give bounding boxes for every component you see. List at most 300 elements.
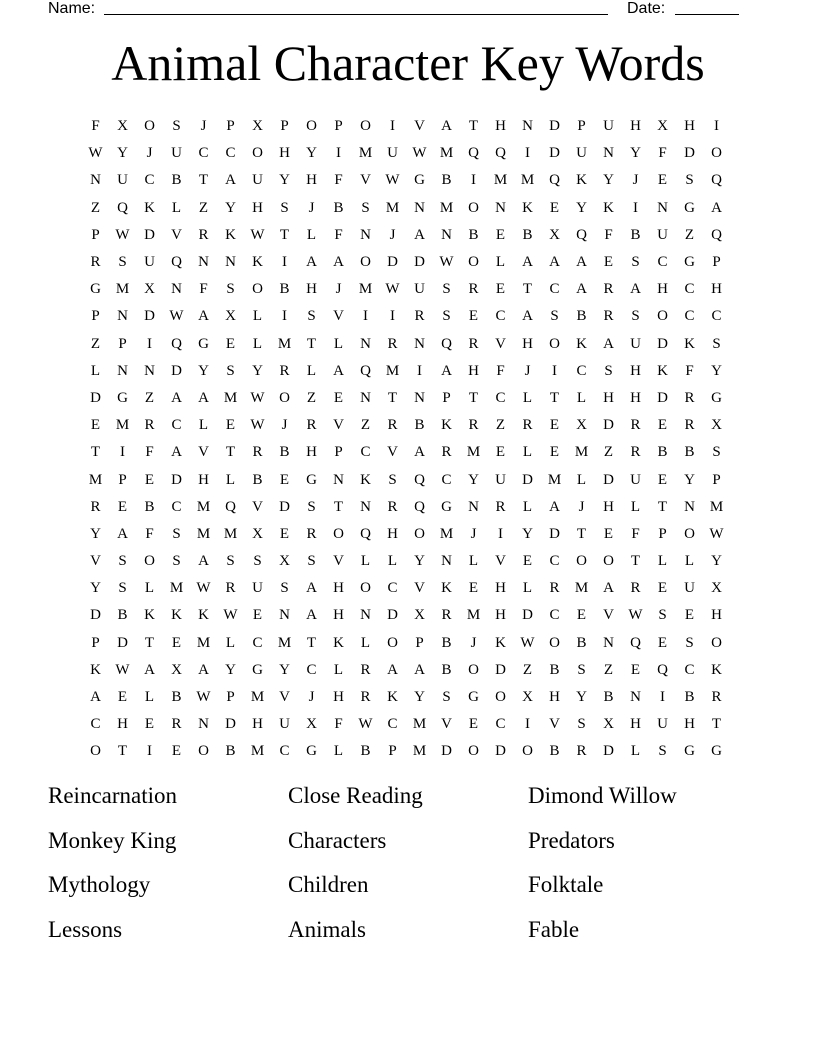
grid-letter: J bbox=[578, 498, 585, 515]
grid-letter: A bbox=[306, 607, 317, 624]
grid-letter: N bbox=[441, 553, 452, 570]
grid-letter: D bbox=[549, 118, 560, 135]
grid-letter: M bbox=[520, 172, 535, 189]
grid-letter: W bbox=[115, 661, 130, 678]
grid-letter: V bbox=[198, 444, 209, 461]
grid-letter: C bbox=[549, 553, 560, 570]
grid-letter: R bbox=[360, 661, 371, 678]
grid-letter: E bbox=[684, 607, 695, 624]
word-list-item: Dimond Willow bbox=[528, 783, 677, 808]
grid-letter: U bbox=[657, 716, 668, 733]
grid-letter: R bbox=[468, 335, 479, 352]
grid-letter: F bbox=[496, 362, 505, 379]
grid-letter: E bbox=[549, 417, 560, 434]
grid-letter: L bbox=[576, 389, 587, 406]
grid-letter: A bbox=[414, 226, 425, 243]
grid-letter: W bbox=[439, 254, 454, 271]
grid-letter: F bbox=[145, 444, 154, 461]
grid-letter: O bbox=[360, 254, 371, 271]
grid-letter: D bbox=[144, 308, 155, 325]
grid-letter: T bbox=[333, 498, 344, 515]
grid-letter: H bbox=[333, 689, 344, 706]
grid-letter: K bbox=[711, 661, 722, 678]
grid-letter: T bbox=[576, 525, 587, 542]
grid-letter: O bbox=[468, 743, 479, 760]
grid-letter: D bbox=[603, 743, 614, 760]
date-blank-line bbox=[675, 14, 739, 15]
word-list-item: Fable bbox=[528, 916, 580, 942]
grid-letter: Z bbox=[522, 661, 533, 678]
grid-letter: E bbox=[657, 172, 668, 189]
grid-letter: H bbox=[117, 716, 128, 733]
grid-letter: L bbox=[468, 553, 479, 570]
grid-letter: V bbox=[387, 444, 398, 461]
word-list-item: Predators bbox=[528, 827, 615, 853]
grid-letter: B bbox=[252, 471, 263, 488]
grid-letter: R bbox=[468, 281, 479, 298]
grid-letter: S bbox=[577, 716, 586, 733]
grid-letter: Q bbox=[468, 145, 479, 162]
grid-letter: R bbox=[306, 525, 317, 542]
word-list bbox=[48, 778, 768, 956]
grid-letter: S bbox=[118, 254, 127, 271]
grid-letter: A bbox=[117, 525, 128, 542]
grid-letter: S bbox=[577, 661, 586, 678]
grid-letter: F bbox=[91, 118, 100, 135]
grid-letter: E bbox=[495, 226, 506, 243]
grid-letter: U bbox=[576, 145, 587, 162]
grid-letter: Q bbox=[414, 498, 425, 515]
grid-letter: Q bbox=[630, 634, 641, 651]
grid-letter: U bbox=[495, 471, 506, 488]
grid-letter: E bbox=[495, 281, 506, 298]
grid-letter: L bbox=[495, 254, 506, 271]
grid-letter: U bbox=[603, 118, 614, 135]
grid-letter: S bbox=[307, 498, 316, 515]
grid-letter: T bbox=[306, 634, 317, 651]
grid-letter: R bbox=[144, 417, 155, 434]
grid-letter: O bbox=[414, 525, 425, 542]
grid-letter: X bbox=[252, 118, 263, 135]
grid-letter: X bbox=[711, 580, 722, 597]
grid-letter: V bbox=[603, 607, 614, 624]
grid-letter: M bbox=[196, 525, 211, 542]
grid-letter: C bbox=[495, 308, 506, 325]
grid-letter: G bbox=[306, 471, 317, 488]
grid-letter: K bbox=[495, 634, 506, 651]
grid-letter: C bbox=[495, 716, 506, 733]
grid-letter: Y bbox=[414, 553, 425, 570]
grid-letter: H bbox=[630, 118, 641, 135]
grid-letter: O bbox=[495, 689, 506, 706]
grid-letter: A bbox=[171, 444, 182, 461]
grid-letter: N bbox=[495, 199, 506, 216]
grid-letter: P bbox=[91, 308, 100, 325]
grid-letter: H bbox=[279, 145, 290, 162]
grid-letter: I bbox=[417, 362, 422, 379]
grid-letter: O bbox=[90, 743, 101, 760]
grid-letter: B bbox=[171, 172, 182, 189]
grid-letter: Y bbox=[711, 362, 722, 379]
grid-letter: A bbox=[549, 498, 560, 515]
grid-letter: D bbox=[90, 389, 101, 406]
grid-letter: I bbox=[363, 308, 368, 325]
grid-letter: V bbox=[360, 172, 371, 189]
grid-letter: O bbox=[684, 525, 695, 542]
grid-letter: L bbox=[387, 553, 398, 570]
grid-letter: S bbox=[685, 634, 694, 651]
grid-letter: W bbox=[520, 634, 535, 651]
grid-letter: Q bbox=[360, 362, 371, 379]
grid-letter: A bbox=[603, 580, 614, 597]
grid-letter: R bbox=[279, 362, 290, 379]
grid-letter: O bbox=[387, 634, 398, 651]
date-label: Date: bbox=[627, 0, 666, 17]
grid-letter: W bbox=[250, 417, 265, 434]
grid-letter: V bbox=[495, 335, 506, 352]
grid-letter: T bbox=[657, 498, 668, 515]
grid-letter: L bbox=[522, 389, 533, 406]
grid-letter: I bbox=[633, 199, 638, 216]
grid-letter: A bbox=[576, 254, 587, 271]
grid-letter: Y bbox=[522, 525, 533, 542]
grid-letter: B bbox=[576, 308, 587, 325]
grid-letter: R bbox=[684, 389, 695, 406]
grid-letter: D bbox=[414, 254, 425, 271]
grid-letter: T bbox=[549, 389, 560, 406]
grid-letter: A bbox=[198, 661, 209, 678]
grid-letter: K bbox=[360, 471, 371, 488]
grid-letter: C bbox=[171, 417, 182, 434]
grid-letter: H bbox=[603, 389, 614, 406]
grid-letter: E bbox=[171, 743, 182, 760]
grid-letter: E bbox=[225, 417, 236, 434]
grid-letter: O bbox=[198, 743, 209, 760]
grid-letter: G bbox=[468, 689, 479, 706]
grid-letter: R bbox=[306, 417, 317, 434]
grid-letter: U bbox=[279, 716, 290, 733]
grid-letter: L bbox=[171, 199, 182, 216]
grid-letter: U bbox=[630, 335, 641, 352]
grid-letter: P bbox=[577, 118, 586, 135]
grid-letter: N bbox=[684, 498, 695, 515]
grid-letter: D bbox=[522, 607, 533, 624]
grid-letter: B bbox=[549, 661, 560, 678]
grid-letter: M bbox=[412, 743, 427, 760]
grid-letter: U bbox=[414, 281, 425, 298]
grid-letter: I bbox=[120, 444, 125, 461]
grid-letter: K bbox=[144, 199, 155, 216]
grid-letter: T bbox=[387, 389, 398, 406]
grid-letter: S bbox=[442, 281, 451, 298]
grid-letter: R bbox=[198, 226, 209, 243]
grid-letter: Q bbox=[171, 335, 182, 352]
grid-letter: A bbox=[549, 254, 560, 271]
grid-letter: O bbox=[468, 199, 479, 216]
grid-letter: N bbox=[360, 389, 371, 406]
name-date-header bbox=[48, 0, 748, 20]
grid-letter: D bbox=[387, 607, 398, 624]
grid-letter: M bbox=[574, 444, 589, 461]
grid-letter: O bbox=[252, 145, 263, 162]
grid-letter: S bbox=[172, 118, 181, 135]
grid-letter: C bbox=[549, 281, 560, 298]
name-label: Name: bbox=[48, 0, 96, 17]
grid-letter: K bbox=[657, 362, 668, 379]
grid-letter: P bbox=[334, 118, 343, 135]
grid-letter: Y bbox=[576, 199, 587, 216]
grid-letter: O bbox=[549, 335, 560, 352]
grid-letter: V bbox=[333, 417, 344, 434]
grid-letter: N bbox=[414, 199, 425, 216]
grid-letter: H bbox=[630, 362, 641, 379]
grid-letter: O bbox=[360, 118, 371, 135]
name-blank-line bbox=[104, 14, 608, 15]
grid-letter: G bbox=[684, 254, 695, 271]
grid-letter: M bbox=[115, 281, 130, 298]
grid-letter: O bbox=[576, 553, 587, 570]
grid-letter: U bbox=[387, 145, 398, 162]
grid-letter: M bbox=[223, 525, 238, 542]
grid-letter: L bbox=[306, 226, 317, 243]
grid-letter: R bbox=[90, 498, 101, 515]
grid-letter: A bbox=[414, 444, 425, 461]
grid-letter: Z bbox=[90, 199, 101, 216]
grid-letter: U bbox=[630, 471, 641, 488]
grid-letter: Y bbox=[603, 172, 614, 189]
grid-letter: W bbox=[628, 607, 643, 624]
grid-letter: E bbox=[657, 580, 668, 597]
grid-letter: F bbox=[334, 226, 343, 243]
grid-letter: V bbox=[90, 553, 101, 570]
grid-letter: D bbox=[171, 362, 182, 379]
grid-letter: D bbox=[657, 335, 668, 352]
grid-letter: A bbox=[198, 389, 209, 406]
grid-letter: F bbox=[631, 525, 640, 542]
grid-letter: W bbox=[250, 389, 265, 406]
grid-letter: G bbox=[441, 498, 452, 515]
grid-letter: L bbox=[333, 661, 344, 678]
grid-letter: A bbox=[333, 254, 344, 271]
grid-letter: R bbox=[468, 417, 479, 434]
grid-letter: Y bbox=[198, 362, 209, 379]
grid-letter: R bbox=[441, 607, 452, 624]
grid-letter: J bbox=[308, 199, 315, 216]
word-list-item: Characters bbox=[288, 827, 387, 853]
grid-letter: T bbox=[198, 172, 209, 189]
grid-letter: F bbox=[685, 362, 694, 379]
grid-letter: P bbox=[118, 471, 127, 488]
grid-letter: N bbox=[90, 172, 101, 189]
grid-letter: G bbox=[684, 743, 695, 760]
grid-letter: Q bbox=[711, 226, 722, 243]
grid-letter: T bbox=[630, 553, 641, 570]
grid-letter: E bbox=[279, 471, 290, 488]
grid-letter: H bbox=[306, 281, 317, 298]
grid-letter: X bbox=[549, 226, 560, 243]
grid-letter: M bbox=[574, 580, 589, 597]
grid-letter: S bbox=[712, 444, 721, 461]
grid-letter: M bbox=[547, 471, 562, 488]
grid-letter: O bbox=[306, 118, 317, 135]
grid-letter: O bbox=[468, 661, 479, 678]
grid-letter: B bbox=[441, 661, 452, 678]
grid-letter: N bbox=[360, 226, 371, 243]
grid-letter: D bbox=[171, 471, 182, 488]
grid-letter: P bbox=[658, 525, 667, 542]
grid-letter: Y bbox=[414, 689, 425, 706]
grid-letter: H bbox=[657, 281, 668, 298]
grid-letter: L bbox=[360, 553, 371, 570]
grid-letter: R bbox=[603, 281, 614, 298]
grid-letter: P bbox=[415, 634, 424, 651]
grid-letter: M bbox=[385, 199, 400, 216]
grid-letter: K bbox=[198, 607, 209, 624]
grid-letter: L bbox=[576, 471, 587, 488]
grid-letter: C bbox=[387, 716, 398, 733]
grid-letter: G bbox=[117, 389, 128, 406]
grid-letter: S bbox=[550, 308, 559, 325]
word-list-item: Animals bbox=[288, 916, 366, 942]
grid-letter: Q bbox=[171, 254, 182, 271]
grid-letter: X bbox=[117, 118, 128, 135]
grid-letter: Y bbox=[279, 661, 290, 678]
grid-letter: X bbox=[711, 417, 722, 434]
grid-letter: N bbox=[414, 335, 425, 352]
grid-letter: A bbox=[441, 118, 452, 135]
grid-letter: B bbox=[468, 226, 479, 243]
grid-letter: P bbox=[334, 444, 343, 461]
grid-letter: X bbox=[576, 417, 587, 434]
grid-letter: M bbox=[493, 172, 508, 189]
grid-letter: S bbox=[226, 362, 235, 379]
grid-letter: S bbox=[226, 553, 235, 570]
grid-letter: M bbox=[358, 281, 373, 298]
grid-letter: J bbox=[632, 172, 639, 189]
grid-letter: Y bbox=[225, 199, 236, 216]
grid-letter: K bbox=[684, 335, 695, 352]
grid-letter: I bbox=[390, 118, 395, 135]
grid-letter: H bbox=[306, 172, 317, 189]
grid-letter: X bbox=[657, 118, 668, 135]
grid-letter: D bbox=[90, 607, 101, 624]
grid-letter: O bbox=[333, 525, 344, 542]
grid-letter: N bbox=[360, 498, 371, 515]
grid-letter: A bbox=[630, 281, 641, 298]
grid-letter: Y bbox=[252, 362, 263, 379]
grid-letter: A bbox=[198, 308, 209, 325]
grid-letter: H bbox=[711, 281, 722, 298]
grid-letter: D bbox=[495, 743, 506, 760]
grid-letter: N bbox=[333, 471, 344, 488]
page-title: Animal Character Key Words bbox=[111, 35, 705, 91]
grid-letter: Z bbox=[603, 661, 614, 678]
grid-letter: D bbox=[657, 389, 668, 406]
grid-letter: G bbox=[711, 389, 722, 406]
grid-letter: K bbox=[171, 607, 182, 624]
grid-letter: E bbox=[144, 716, 155, 733]
grid-letter: K bbox=[441, 580, 452, 597]
grid-letter: C bbox=[252, 634, 263, 651]
grid-letter: C bbox=[657, 254, 668, 271]
grid-letter: I bbox=[714, 118, 719, 135]
grid-letter: B bbox=[225, 743, 236, 760]
grid-letter: E bbox=[522, 553, 533, 570]
grid-letter: E bbox=[495, 444, 506, 461]
grid-letter: A bbox=[90, 689, 101, 706]
grid-letter: N bbox=[414, 389, 425, 406]
grid-letter: H bbox=[333, 580, 344, 597]
grid-letter: H bbox=[495, 607, 506, 624]
grid-letter: V bbox=[279, 689, 290, 706]
grid-letter: L bbox=[360, 634, 371, 651]
grid-letter: O bbox=[144, 118, 155, 135]
grid-letter: S bbox=[442, 689, 451, 706]
grid-letter: K bbox=[576, 172, 587, 189]
grid-letter: L bbox=[684, 553, 695, 570]
grid-letter: N bbox=[603, 145, 614, 162]
grid-letter: W bbox=[196, 689, 211, 706]
grid-letter: K bbox=[576, 335, 587, 352]
grid-letter: X bbox=[144, 281, 155, 298]
grid-letter: I bbox=[390, 308, 395, 325]
grid-letter: J bbox=[524, 362, 531, 379]
grid-letter: H bbox=[549, 689, 560, 706]
grid-letter: H bbox=[495, 580, 506, 597]
grid-letter: M bbox=[385, 362, 400, 379]
grid-letter: H bbox=[711, 607, 722, 624]
grid-letter: P bbox=[226, 118, 235, 135]
grid-letter: G bbox=[252, 661, 263, 678]
grid-letter: M bbox=[250, 689, 265, 706]
grid-letter: C bbox=[441, 471, 452, 488]
grid-letter: M bbox=[250, 743, 265, 760]
grid-letter: M bbox=[88, 471, 103, 488]
grid-letter: Y bbox=[684, 471, 695, 488]
grid-letter: F bbox=[604, 226, 613, 243]
word-list-item: Monkey King bbox=[48, 827, 177, 853]
grid-letter: P bbox=[712, 471, 721, 488]
grid-letter: O bbox=[522, 743, 533, 760]
grid-letter: K bbox=[333, 634, 344, 651]
grid-letter: I bbox=[552, 362, 557, 379]
grid-letter: K bbox=[252, 254, 263, 271]
grid-letter: N bbox=[225, 254, 236, 271]
grid-letter: L bbox=[333, 743, 344, 760]
grid-letter: E bbox=[225, 335, 236, 352]
grid-letter: F bbox=[658, 145, 667, 162]
word-list-item: Folktale bbox=[528, 872, 604, 897]
grid-letter: F bbox=[145, 525, 154, 542]
grid-letter: R bbox=[522, 417, 533, 434]
grid-letter: P bbox=[280, 118, 289, 135]
grid-letter: X bbox=[522, 689, 533, 706]
grid-letter: Q bbox=[711, 172, 722, 189]
grid-letter: A bbox=[576, 281, 587, 298]
grid-letter: S bbox=[361, 199, 370, 216]
grid-letter: L bbox=[630, 743, 641, 760]
grid-letter: A bbox=[144, 661, 155, 678]
grid-letter: P bbox=[226, 689, 235, 706]
grid-letter: T bbox=[522, 281, 533, 298]
grid-letter: C bbox=[684, 281, 695, 298]
grid-letter: Y bbox=[576, 689, 587, 706]
grid-letter: O bbox=[144, 553, 155, 570]
grid-letter: E bbox=[333, 389, 344, 406]
grid-letter: D bbox=[684, 145, 695, 162]
grid-letter: M bbox=[169, 580, 184, 597]
grid-letter: Q bbox=[657, 661, 668, 678]
